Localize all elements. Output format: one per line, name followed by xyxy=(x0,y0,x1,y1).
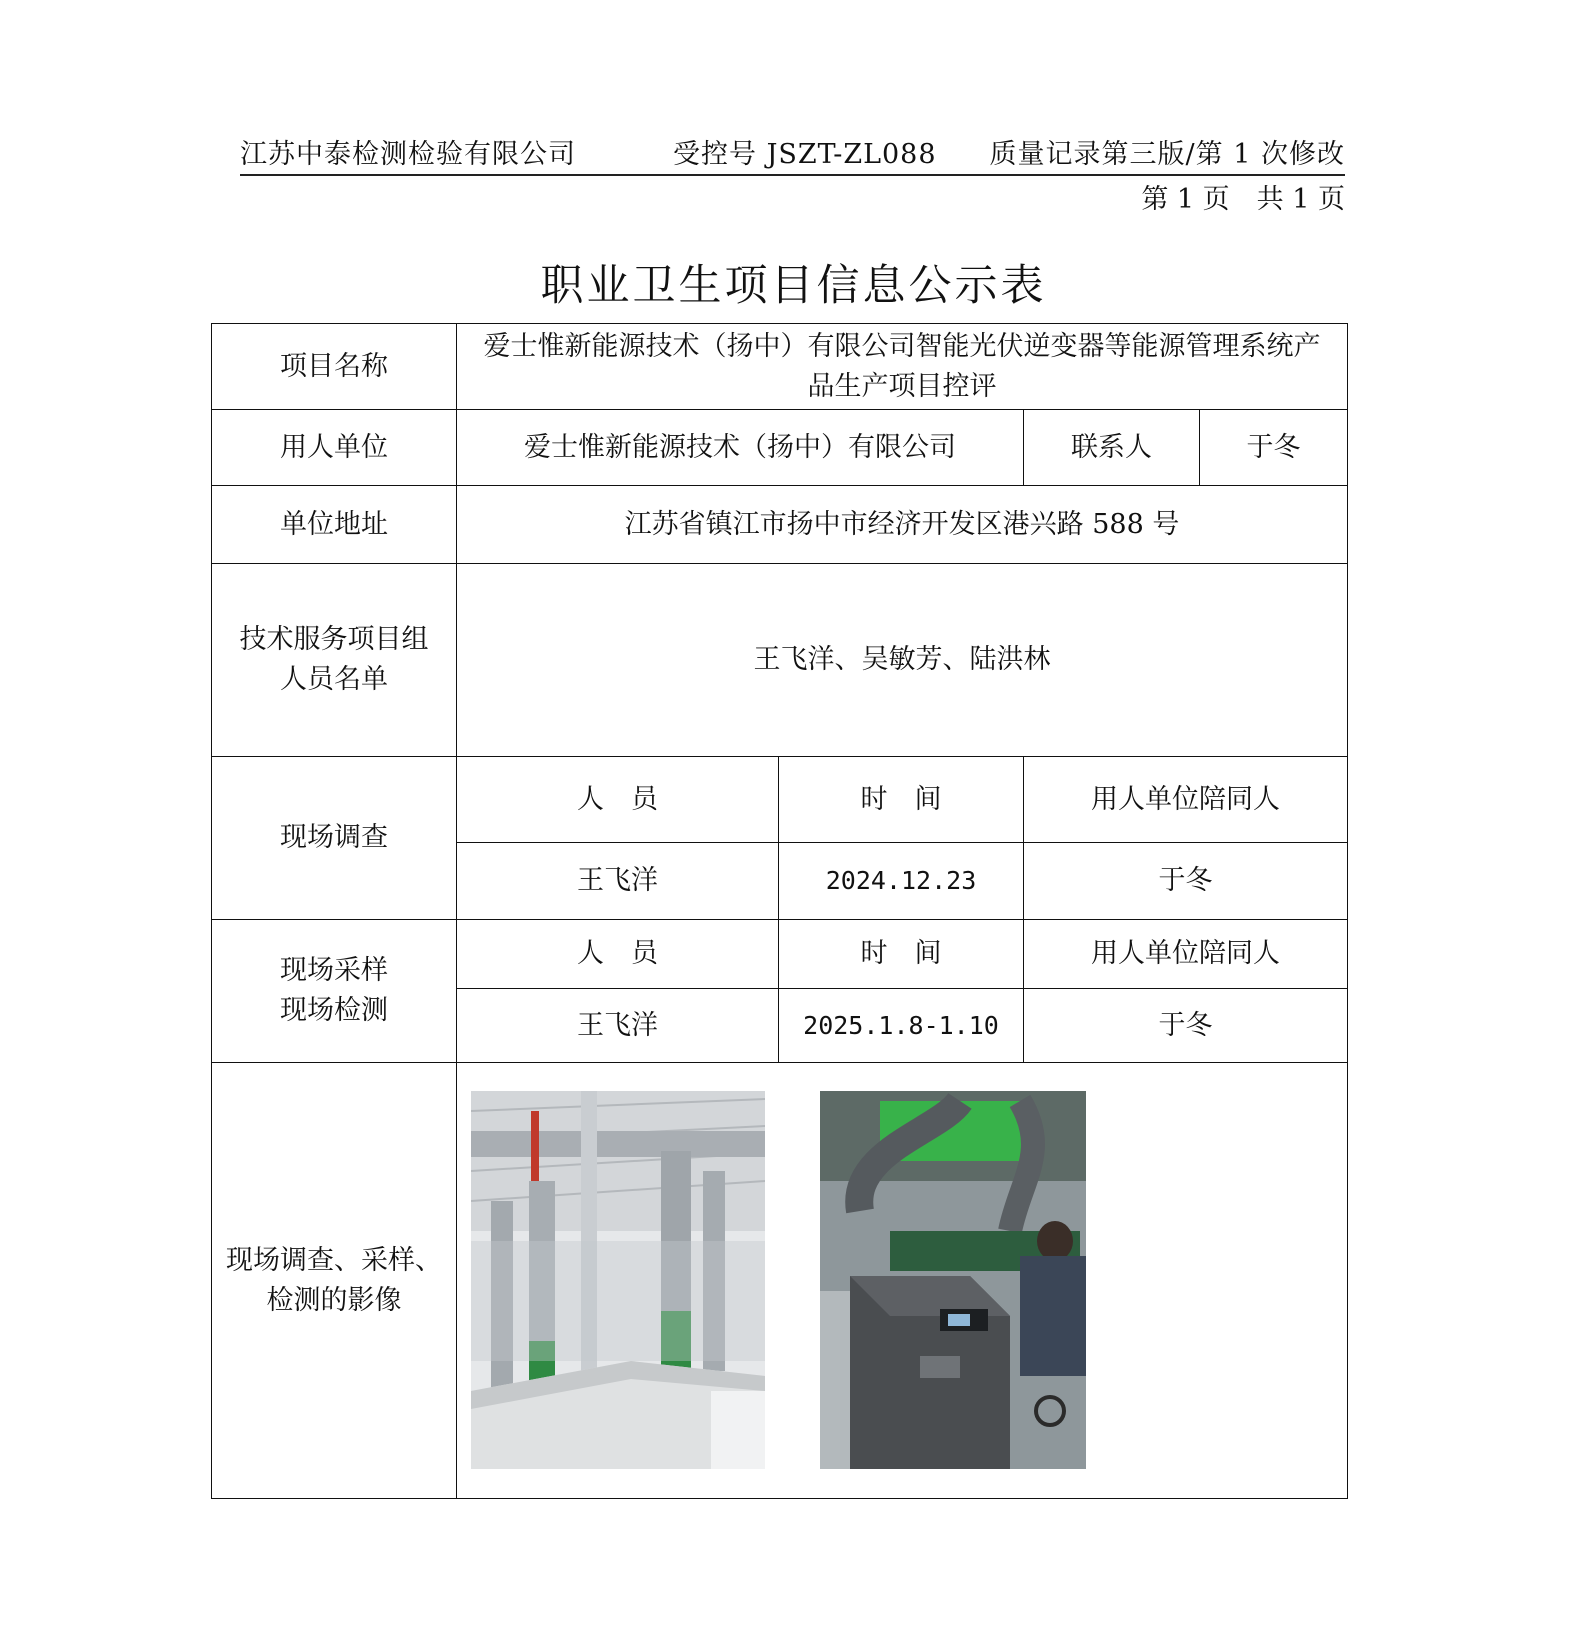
survey-time: 2024.12.23 xyxy=(779,843,1024,920)
project-name-value xyxy=(457,324,1348,410)
images-cell xyxy=(457,1063,1348,1499)
project-name-label: 项目名称 xyxy=(212,324,457,410)
page-title: 职业卫生项目信息公示表 xyxy=(540,261,1047,311)
sampling-label xyxy=(212,920,457,1063)
sampling-col-time: 时 间 xyxy=(779,920,1024,989)
header-version: 质量记录第三版/第 1 次修改 xyxy=(989,139,1345,170)
contact-label: 联系人 xyxy=(1024,410,1200,486)
project-name-line-1: 爱士惟新能源技术（扬中）有限公司智能光伏逆变器等能源管理系统产 xyxy=(483,330,1321,362)
row-sampling-header xyxy=(212,920,1348,989)
survey-col-companion: 用人单位陪同人 xyxy=(1024,757,1348,843)
row-project-name xyxy=(212,324,1348,410)
sampling-col-personnel: 人 员 xyxy=(457,920,779,989)
images-label xyxy=(212,1063,457,1499)
sampling-label-line-2: 现场检测 xyxy=(280,995,388,1026)
row-address xyxy=(212,486,1348,564)
photo-strip xyxy=(457,1063,1347,1497)
header-company: 江苏中泰检测检验有限公司 xyxy=(240,139,576,170)
survey-person: 王飞洋 xyxy=(457,843,779,920)
images-label-line-2: 检测的影像 xyxy=(266,1284,402,1316)
employer-label: 用人单位 xyxy=(212,410,457,486)
header-control-number: 受控号 JSZT-ZL088 xyxy=(673,139,937,170)
row-survey-header xyxy=(212,757,1348,843)
row-images xyxy=(212,1063,1348,1499)
sampling-time: 2025.1.8-1.10 xyxy=(779,989,1024,1063)
team-label-line-2: 人员名单 xyxy=(280,664,388,695)
address-value: 江苏省镇江市扬中市经济开发区港兴路 588 号 xyxy=(457,486,1348,564)
team-value: 王飞洋、吴敏芳、陆洪林 xyxy=(457,564,1348,757)
sampling-label-line-1: 现场采样 xyxy=(280,955,388,986)
employer-value: 爱士惟新能源技术（扬中）有限公司 xyxy=(457,410,1024,486)
header-rule xyxy=(240,174,1345,176)
survey-companion: 于冬 xyxy=(1024,843,1348,920)
survey-label: 现场调查 xyxy=(212,757,457,920)
survey-col-personnel: 人 员 xyxy=(457,757,779,843)
address-label: 单位地址 xyxy=(212,486,457,564)
sampling-col-companion: 用人单位陪同人 xyxy=(1024,920,1348,989)
project-info-table xyxy=(211,323,1348,1499)
team-label-line-1: 技术服务项目组 xyxy=(239,624,429,655)
team-label xyxy=(212,564,457,757)
project-name-line-2: 品生产项目控评 xyxy=(807,370,997,402)
sampling-person: 王飞洋 xyxy=(457,989,779,1063)
factory-ceiling-ducts-photo xyxy=(471,1091,765,1469)
sampling-companion: 于冬 xyxy=(1024,989,1348,1063)
contact-value: 于冬 xyxy=(1200,410,1348,486)
row-team xyxy=(212,564,1348,757)
page-number: 第 1 页 共 1 页 xyxy=(1141,184,1345,215)
survey-col-time: 时 间 xyxy=(779,757,1024,843)
row-employer xyxy=(212,410,1348,486)
images-label-line-1: 现场调查、采样、 xyxy=(226,1244,442,1276)
fume-extractor-photo xyxy=(820,1091,1086,1469)
